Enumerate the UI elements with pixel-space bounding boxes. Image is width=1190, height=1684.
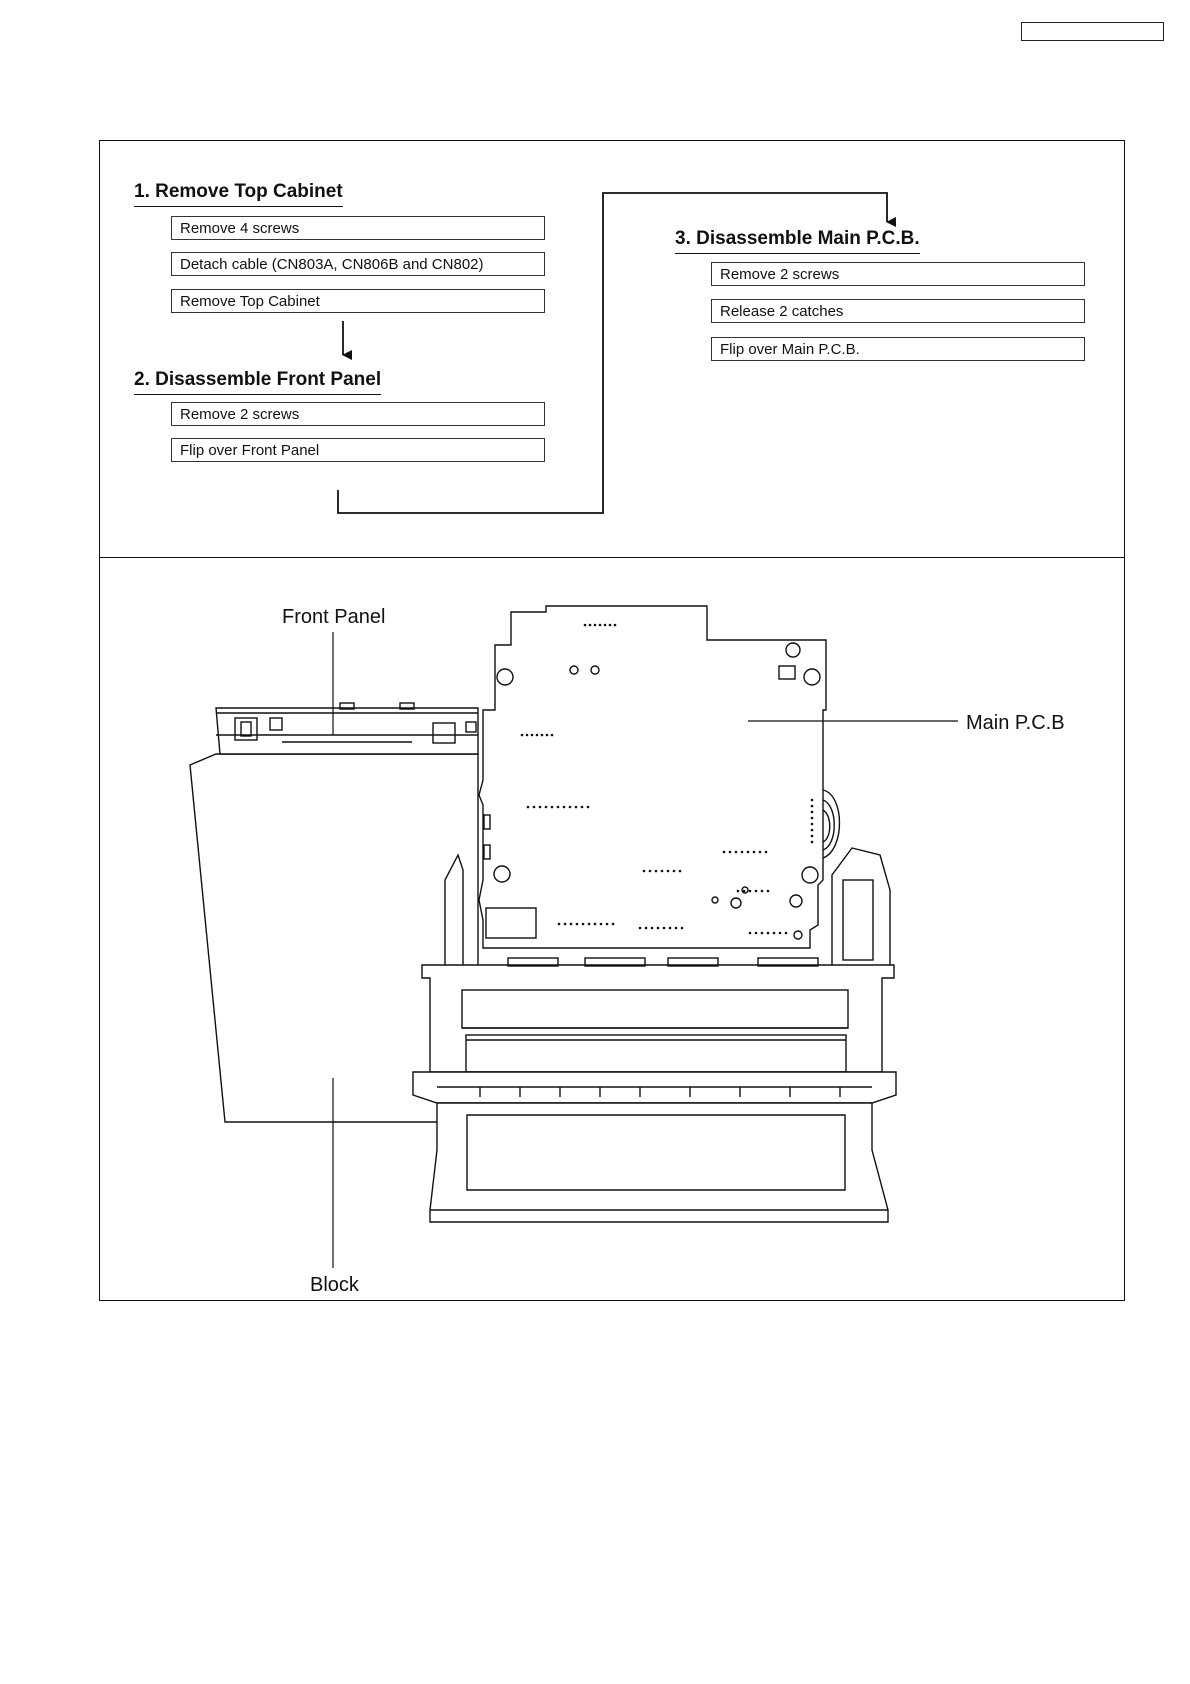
step-1-item-1: Remove 4 screws bbox=[171, 216, 545, 240]
unit-front-bezel bbox=[422, 965, 894, 1072]
front-panel-label: Front Panel bbox=[282, 606, 386, 628]
step-1-item-2: Detach cable (CN803A, CN806B and CN802) bbox=[171, 252, 545, 276]
step-2-title: 2. Disassemble Front Panel bbox=[134, 369, 381, 395]
step-1-item-3: Remove Top Cabinet bbox=[171, 289, 545, 313]
step-3-item-2: Release 2 catches bbox=[711, 299, 1085, 323]
flow-arrow-2-to-3 bbox=[338, 193, 887, 513]
front-panel-strip bbox=[216, 708, 478, 754]
step-2-item-1: Remove 2 screws bbox=[171, 402, 545, 426]
step-1-title: 1. Remove Top Cabinet bbox=[134, 181, 343, 207]
main-pcb-label: Main P.C.B bbox=[966, 712, 1065, 734]
block-label: Block bbox=[310, 1274, 359, 1296]
step-2-item-2: Flip over Front Panel bbox=[171, 438, 545, 462]
step-3-title: 3. Disassemble Main P.C.B. bbox=[675, 228, 920, 254]
main-pcb-board bbox=[479, 606, 826, 948]
unit-drawing bbox=[190, 606, 896, 1222]
unit-base-stand bbox=[430, 1103, 888, 1222]
step-3-item-1: Remove 2 screws bbox=[711, 262, 1085, 286]
step-3-item-3: Flip over Main P.C.B. bbox=[711, 337, 1085, 361]
